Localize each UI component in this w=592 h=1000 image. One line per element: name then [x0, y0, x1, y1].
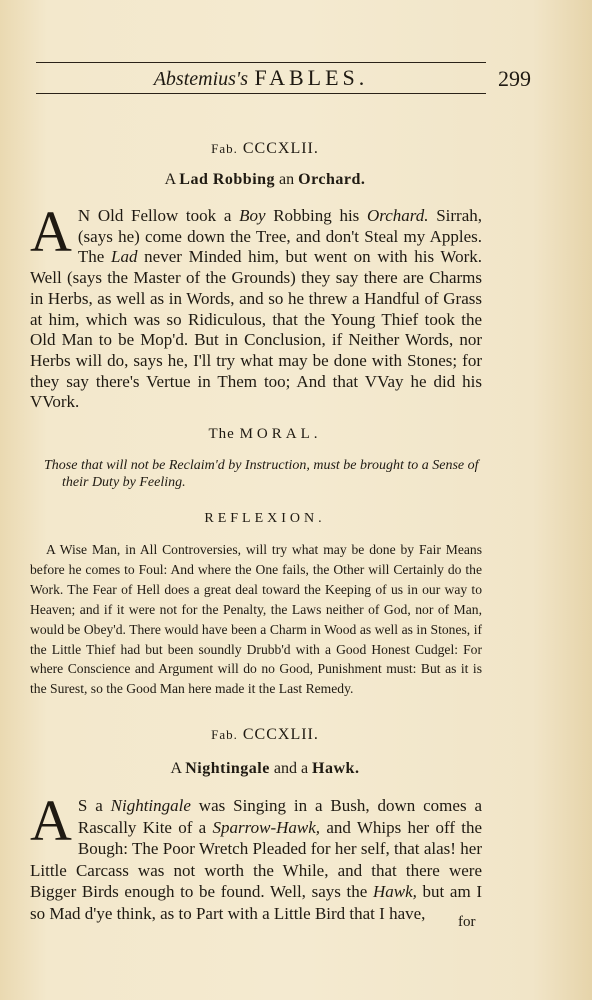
fable-number: Fab. CCCXLII.: [211, 726, 319, 743]
header-title: FABLES.: [254, 65, 369, 90]
reflexion-heading: REFLEXION.: [204, 511, 326, 526]
fable-title: A Nightingale and a Hawk.: [170, 760, 360, 777]
fable-number: Fab. CCCXLII.: [211, 140, 319, 157]
reflexion-text: A Wise Man, in All Controversies, will try what may be done by Fair Means before he comes to Foul: And where the One fails, the Other will Certainly do the Work. The Fear of Hell does a great deal toward the Keeping of us in our way to Heaven; and if it were not for the Penalty, the Laws neither of God, nor of Man, would be Obey'd. There would have been a Charm in Wood as well as in Stones, if the Little Thief had but been soundly Drubb'd with a Good Honest Cudgel: For where Conscience and Argument will do no Good, Punishment must: But as it is the Surest, so the Good Man here made it the Last Remedy.: [30, 542, 482, 697]
running-header: [36, 62, 486, 93]
moral-heading: The MORAL.: [208, 426, 322, 442]
drop-cap: A: [30, 788, 72, 853]
fable-text: A S a Nightingale was Singing in a Bush, down comes a Rascally Kite of a Sparrow-Hawk, and Whips her off the Bough: The Poor Wretch Pleaded for her self, that alas! her Little Carcass was not worth the While, and that there were Bigger Birds enough to be found. Well, says the Hawk, but am I so Mad d'ye think, as to Part with a Little Bird that I have,: [30, 788, 483, 923]
moral-text: Those that will not be Reclaim'd by Instruction, must be brought to a Sense of their Duty by Feeling.: [44, 458, 479, 490]
header-author: Abstemius's: [153, 68, 248, 90]
header-rule-bottom: [36, 93, 486, 94]
drop-cap: A: [30, 199, 72, 264]
catchword: for: [458, 914, 476, 930]
fable-text: A N Old Fellow took a Boy Robbing his Orchard. Sirrah, (says he) come down the Tree, and don't Steal my Apples. The Lad never Minded him, but went on with his Work. Well (says the Master of the Grounds) they say there are Charms in Herbs, as well as in Words, and so he threw a Handful of Grass at him, which was so Ridiculous, that the Young Thief took the Old Man to be Mop'd. But in Conclusion, if Neither Words, nor Herbs will do, says he, I'll try what may be done with Stones; for they say there's Vertue in Them too; And that VVay he did his VVork.: [30, 199, 483, 412]
fable-title: A Lad Robbing an Orchard.: [164, 171, 366, 188]
page-number: 299: [498, 66, 531, 91]
